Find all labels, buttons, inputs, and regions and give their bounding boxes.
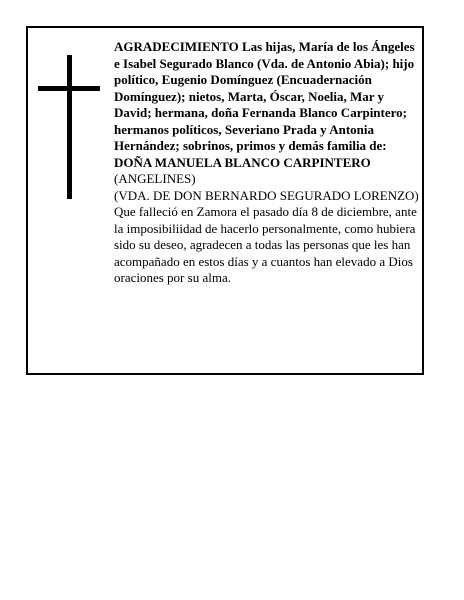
cross-horizontal-bar <box>38 86 100 91</box>
cross-icon <box>38 55 100 199</box>
notice-intro: AGRADECIMIENTO Las hijas, María de los Ángeles e Isabel Segurado Blanco (Vda. de Antonio Abia); hijo político, Eugenio Domínguez (Encuadernación Domínguez); nietos, Marta, Óscar, Noelia, Mar y David; hermana, doña Fernanda Blanco Carpintero; hermanos políticos, Severiano Prada y Antonia Hernández; sobrinos, primos y demás familia de: <box>114 39 415 153</box>
obituary-notice <box>26 26 424 375</box>
notice-text <box>114 39 422 287</box>
deceased-name: DOÑA MANUELA BLANCO CARPINTERO <box>114 154 371 170</box>
notice-message: Que falleció en Zamora el pasado día 8 de diciembre, ante la imposibiliidad de hacerlo personalmente, como hubiera sido su deseo, agradecen a todas las personas que les han acompañado en estos días y a cuantos han elevado a Dios oraciones por su alma. <box>114 204 417 285</box>
cross-vertical-bar <box>67 55 72 199</box>
widow-of: (VDA. DE DON BERNARDO SEGURADO LORENZO) <box>114 187 419 203</box>
deceased-nickname: (ANGELINES) <box>114 171 196 186</box>
